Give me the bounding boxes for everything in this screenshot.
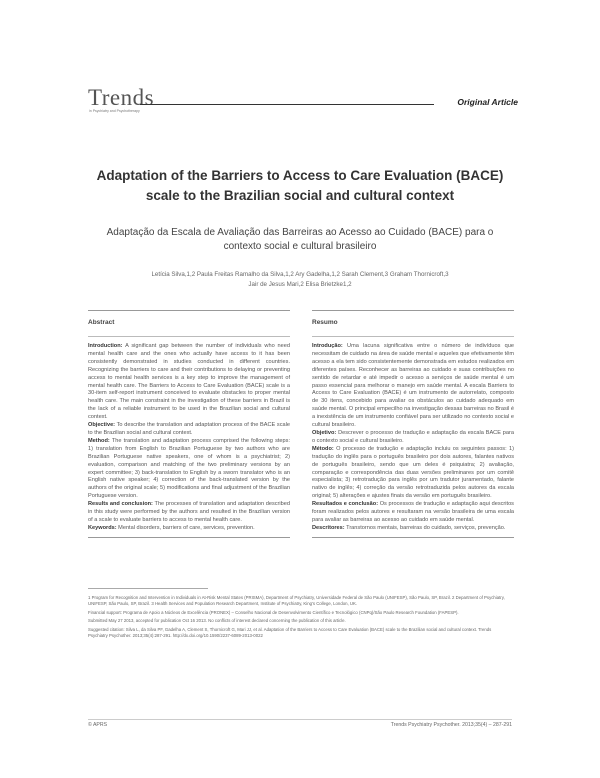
resumo-results-label: Resultados e conclusão: [312, 501, 379, 508]
abstract-method [88, 438, 290, 501]
resumo-body [312, 343, 514, 533]
footnotes [88, 588, 512, 641]
authors [110, 270, 490, 290]
resumo-results-text: Os processos de tradução e adaptação aqui descritos foram realizados pelos autores e resultaram na versão brasileira de uma escala para avaliar as barreiras ao acesso ao cuidado em saúde mental. [312, 501, 514, 523]
resumo-objective-label: Objetivo: [312, 429, 337, 436]
resumo-keywords [312, 525, 514, 533]
footnote-rule [88, 588, 208, 589]
resumo-objective [312, 430, 514, 446]
article-title: Adaptation of the Barriers to Access to Care Evaluation (BACE) scale to the Brazilian social and cultural context [96, 168, 504, 203]
authors-line-1: Letícia Silva,1,2 Paula Freitas Ramalho da Silva,1,2 Ary Gadelha,1,2 Sarah Clement,3 Graham Thornicroft,3 [151, 271, 449, 278]
abstract-objective [88, 422, 290, 438]
journal-logo: Trends [88, 85, 155, 110]
journal-header [88, 86, 518, 116]
footer-rule [88, 719, 512, 720]
footnote-suggested-citation: Suggested citation: Silva L, da Silva PF, Gadelha A, Clement S, Thornicroft G, Mari JJ, et al. Adaptation of the Barriers to Access to Care Evaluation (BACE) scale to the Brazilian social and cultural context. Trends Psychiatry Psychother. 2013;35(4):287-291. http://dx.doi.org/10.1590/2237-6089-2013-0022 [88, 626, 492, 639]
copyright: © APRS [88, 722, 108, 728]
header-rule [140, 104, 434, 105]
resumo-keywords-text: Transtornos mentais, barreiras do cuidado, serviços, prevenção. [346, 524, 506, 531]
resumo-objective-text: Descrever o processo de tradução e adaptação da escala BACE para o contexto social e cultural brasileiro. [312, 429, 514, 444]
abstract-method-label: Method: [88, 437, 110, 444]
journal-citation: Trends Psychiatry Psychother. 2013;35(4) – 287-291 [390, 722, 512, 728]
resumo-intro-label: Introdução: [312, 343, 343, 349]
resumo-method [312, 446, 514, 501]
abstract-heading-rule [88, 336, 290, 337]
abstract-keywords [88, 525, 290, 533]
resumo-heading-rule [312, 336, 514, 337]
abstract-results-label: Results and conclusion: [88, 501, 153, 508]
abstract-heading: Abstract [88, 319, 115, 326]
abstract-introduction [88, 343, 290, 422]
authors-line-2: Jair de Jesus Mari,2 Elisa Brietzke1,2 [248, 281, 352, 288]
abstract-body [88, 343, 290, 533]
abstract-keywords-text: Mental disorders, barriers of care, services, prevention. [118, 524, 255, 531]
footnote-affiliations: 1 Program for Recognition and Intervention in Individuals in At-Risk Mental States (PRISMA), Department of Psychiatry, Universidade Federal de São Paulo (UNIFESP), São Paulo, SP, Brazil. 2 Department of Psychiatry, UNIFESP, São Paulo, SP, Brazil. 3 Health Services and Population Research Department, Institute of Psychiatry, King's College, London, UK. [88, 595, 505, 607]
footnote-financial-support: Financial support: Programa de Apoio a Núcleos de Excelência (PRONEX) – Conselho Nacional de Desenvolvimento Científico e Tecnológico (CNPq)/São Paulo Research Foundation (FAPESP). [88, 609, 459, 615]
article-title-portuguese: Adaptação da Escala de Avaliação das Barreiras ao Acesso ao Cuidado (BACE) para o contexto social e cultural brasileiro [106, 227, 494, 252]
resumo-heading: Resumo [312, 319, 338, 326]
abstract-results [88, 501, 290, 525]
journal-logo-subtitle: in Psychiatry and Psychotherapy [89, 109, 140, 113]
abstract-keywords-label: Keywords: [88, 524, 117, 531]
article-type-label: Original Article [457, 97, 518, 107]
resumo-bottom-rule [312, 537, 514, 538]
abstract-intro-text: A significant gap between the number of individuals who need mental health care and the ones who actually have access to it has been consistently demonstrated in studies conducted in different countries. Recognizing the barriers to care and their contributions to delaying or preventing access to mental health services is a key step to improve the management of mental health care. The Barriers to Access to Care Evaluation (BACE) scale is a 30-item self-report instrument conceived to evaluate obstacles to proper mental health care. The main constraint in the investigation of these barriers in Brazil is the lack of a reliable instrument to be used in the Brazilian social and cultural context. [88, 343, 291, 421]
resumo-results [312, 501, 514, 525]
resumo-intro-text: Uma lacuna significativa entre o número de indivíduos que necessitam de cuidado na área de saúde mental e aqueles que efetivamente têm acesso a ela tem sido consistentemente demonstrada em estudos realizados em diferentes países. Reconhecer as barreiras ao cuidado e suas contribuições no sentido de retardar e até impedir o acesso a serviços de saúde mental é um passo essencial para melhorar o manejo em saúde mental. A escala Barriers to Access to Care Evaluation (BACE) é um instrumento de autorrelato, composto de 30 itens, concebido para avaliar os obstáculos ao cuidado adequado em saúde mental. O principal empecilho na investigação dessas barreiras no Brasil é a inexistência de um instrumento confiável para ser utilizado no contexto social e cultural brasileiro. [312, 343, 514, 429]
abstract-objective-text: To describe the translation and adaptation process of the BACE scale to the Brazilian social and cultural context. [88, 422, 290, 436]
resumo-top-rule [312, 310, 514, 311]
resumo-column [312, 310, 514, 538]
footnote-submission: Submitted May 27 2013, accepted for publication Oct 16 2013. No conflicts of interest declared concerning the publication of this article. [88, 618, 346, 624]
resumo-introduction [312, 343, 514, 430]
abstract-bottom-rule [88, 537, 290, 538]
abstract-objective-label: Objective: [88, 422, 116, 429]
abstract-top-rule [88, 310, 290, 311]
abstract-column [88, 310, 290, 538]
abstract-method-text: The translation and adaptation process comprised the following steps: 1) translation from English to Brazilian Portuguese by two authors who are Brazilian Portuguese native speakers, one of whom is a psychiatrist; 2) evaluation, comparison and matching of the two preliminary versions by an expert committee; 3) back-translation to English by a sworn translator who is an English native speaker; 4) correction of the back-translated version by the authors of the original scale; 5) modifications and final adjustment of the Brazilian Portuguese version. [88, 437, 290, 500]
resumo-keywords-label: Descritores: [312, 524, 345, 531]
abstract-results-text: The processes of translation and adaptation described in this study were performed by the authors and resulted in the Brazilian version of a scale to evaluate barriers to access to mental health care. [88, 501, 291, 523]
abstract-intro-label: Introduction: [88, 343, 123, 349]
resumo-method-label: Método: [312, 445, 334, 452]
resumo-method-text: O processo de tradução e adaptação incluiu os seguintes passos: 1) tradução do inglês para o português brasileiro por dois autores, falantes nativos de português brasileiro, sendo que um deles é psiquiatra; 2) avaliação, comparação e correspondência das duas versões preliminares por um comitê especialista; 3) retrotradução para inglês por um tradutor juramentado, falante nativo de inglês; 4) correção da versão retrotraduzida pelos autores da escala original; 5) alterações e ajustes finais da versão em português brasileiro. [312, 445, 514, 500]
